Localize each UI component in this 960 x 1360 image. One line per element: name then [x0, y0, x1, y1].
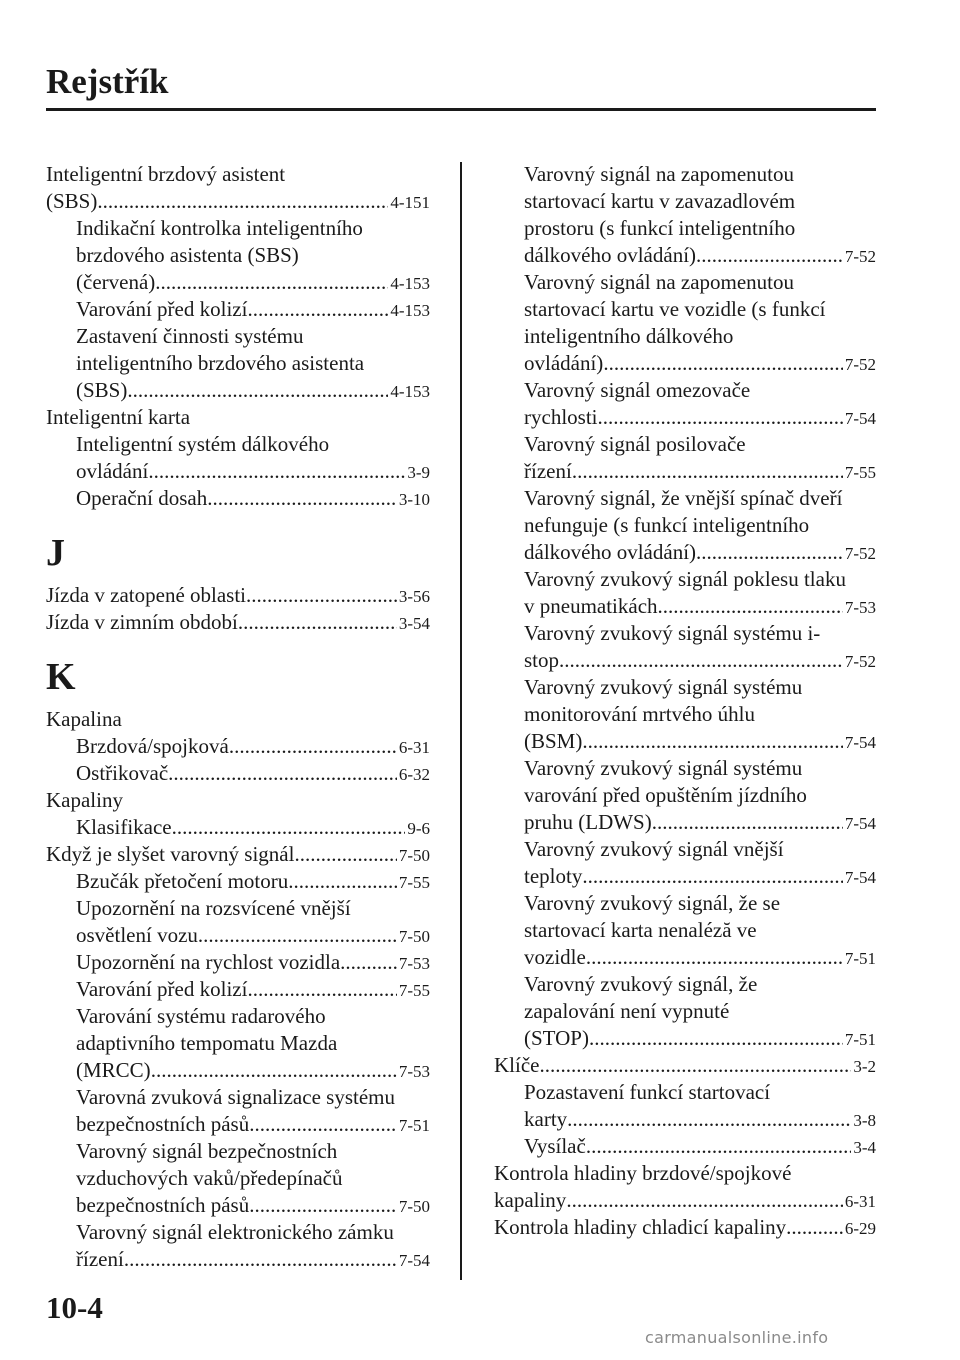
dot-leader	[572, 458, 843, 485]
index-entry-text: Varovný signál bezpečnostních	[76, 1139, 338, 1163]
index-page-ref: 7-55	[398, 873, 430, 892]
index-page-ref: 7-50	[398, 927, 430, 946]
index-entry-text: Pozastavení funkcí startovací	[524, 1080, 771, 1104]
index-entry	[46, 841, 430, 868]
index-entry-text: inteligentního dálkového	[524, 324, 734, 348]
index-entry-text: Varovný signál, že vnější spínač dveří	[524, 486, 843, 510]
index-entry	[494, 458, 876, 485]
dot-leader	[582, 728, 842, 755]
index-entry-text: Varovná zvuková signalizace systému	[76, 1085, 395, 1109]
index-entry	[494, 350, 876, 377]
index-page-ref: 7-54	[844, 814, 876, 833]
index-entry-text: Když je slyšet varovný signál	[46, 842, 295, 866]
index-entry-text: inteligentního brzdového asistenta	[76, 351, 365, 375]
index-entry-text: Varovný signál omezovače	[524, 378, 751, 402]
index-page-ref: 6-32	[398, 765, 430, 784]
index-entry-text: Varovný zvukový signál, že	[524, 972, 758, 996]
index-entry-text: Varovný zvukový signál, že se	[524, 891, 781, 915]
index-page-ref: 7-55	[844, 463, 876, 482]
index-entry-text: Zastavení činnosti systému	[76, 324, 304, 348]
index-entry	[494, 593, 876, 620]
dot-leader	[786, 1214, 843, 1241]
index-entry-text: Varovný signál elektronického zámku	[76, 1220, 394, 1244]
dot-leader	[598, 404, 843, 431]
index-entry-text: Varovný zvukový signál poklesu tlaku	[524, 567, 846, 591]
index-entry-text: nefunguje (s funkcí inteligentního	[524, 513, 810, 537]
page-number: 10-4	[46, 1290, 103, 1325]
index-entry	[46, 582, 430, 609]
index-page-ref: 3-2	[853, 1057, 876, 1076]
index-entry-text: Kapalina	[46, 707, 122, 731]
index-entry-text: (STOP)	[524, 1026, 589, 1050]
index-entry-text: Kapaliny	[46, 788, 123, 812]
index-entry-text: teploty	[524, 864, 583, 888]
dot-leader	[207, 485, 397, 512]
dot-leader	[246, 582, 397, 609]
index-entry-text: ovládání)	[524, 351, 604, 375]
index-entry-text: Ostřikovač	[76, 761, 169, 785]
index-page-ref: 7-55	[398, 981, 430, 1000]
index-page-ref: 4-153	[390, 301, 430, 320]
dot-leader	[652, 809, 843, 836]
dot-leader	[340, 949, 397, 976]
index-entry-text: pruhu (LDWS)	[524, 810, 652, 834]
index-page-ref: 7-52	[844, 544, 876, 563]
index-entry-text: ovládání	[76, 459, 149, 483]
index-page-ref: 7-54	[844, 868, 876, 887]
index-entry-text: prostoru (s funkcí inteligentního	[524, 216, 796, 240]
index-entry-text: Vysílač	[524, 1134, 586, 1158]
watermark: carmanualsonline.info	[645, 1328, 829, 1347]
index-entry-text: Varovný signál posilovače	[524, 432, 746, 456]
dot-leader	[124, 1246, 397, 1273]
dot-leader	[603, 350, 843, 377]
index-entry-text: řízení	[76, 1247, 124, 1271]
dot-leader	[155, 269, 388, 296]
index-entry-text: startovací kartu ve vozidle (s funkcí	[524, 297, 826, 321]
index-page-ref: 7-53	[398, 1062, 430, 1081]
index-page-ref: 6-31	[398, 738, 430, 757]
index-page-ref: 7-52	[844, 355, 876, 374]
index-entry-text: varování před opuštěním jízdního	[524, 783, 807, 807]
dot-leader	[249, 1111, 397, 1138]
index-page-ref: 9-6	[407, 819, 430, 838]
index-entry	[46, 949, 430, 976]
index-entry	[46, 1111, 430, 1138]
index-page-ref: 7-53	[398, 954, 430, 973]
index-page-ref: 7-51	[398, 1116, 430, 1135]
index-page-ref: 3-4	[853, 1138, 876, 1157]
index-entry-text: monitorování mrtvého úhlu	[524, 702, 755, 726]
index-entry	[494, 1133, 876, 1160]
index-entry-text: adaptivního tempomatu Mazda	[76, 1031, 338, 1055]
index-entry-text: Inteligentní brzdový asistent	[46, 162, 286, 186]
page-title: Rejstřík	[46, 62, 169, 101]
index-entry	[494, 1025, 876, 1052]
index-page-ref: 7-50	[398, 1197, 430, 1216]
index-page-ref: 6-29	[844, 1219, 876, 1238]
index-page-ref: 7-51	[844, 949, 876, 968]
dot-leader	[294, 841, 396, 868]
index-entry-text: (BSM)	[524, 729, 583, 753]
index-entry	[494, 809, 876, 836]
index-entry	[46, 760, 430, 787]
index-page-ref: 7-54	[844, 409, 876, 428]
dot-leader	[172, 814, 406, 841]
index-letter-heading: J	[46, 532, 65, 574]
dot-leader	[696, 539, 843, 566]
dot-leader	[559, 647, 843, 674]
index-page-ref: 3-9	[407, 463, 430, 482]
dot-leader	[148, 458, 405, 485]
dot-leader	[127, 377, 388, 404]
dot-leader	[238, 609, 397, 636]
index-page-ref: 3-54	[398, 614, 430, 633]
index-entry	[46, 377, 430, 404]
index-entry-text: bezpečnostních pásů	[76, 1193, 250, 1217]
index-column-left	[46, 161, 430, 1273]
index-entry	[46, 1192, 430, 1219]
index-entry	[494, 647, 876, 674]
column-divider	[460, 162, 462, 1280]
index-entry-text: startovací karta nenaléză ve	[524, 918, 757, 942]
index-entry-text: Klasifikace	[76, 815, 172, 839]
index-entry	[46, 868, 430, 895]
index-entry-text: (MRCC)	[76, 1058, 151, 1082]
dot-leader	[168, 760, 397, 787]
dot-leader	[589, 1025, 843, 1052]
index-entry-text: dálkového ovládání)	[524, 540, 697, 564]
dot-leader	[539, 1052, 851, 1079]
index-entry-text: Indikační kontrolka inteligentního	[76, 216, 363, 240]
dot-leader	[229, 733, 397, 760]
index-entry-text: Varovný zvukový signál systému i-	[524, 621, 821, 645]
index-entry	[494, 944, 876, 971]
index-entry-text: rychlosti	[524, 405, 598, 429]
dot-leader	[249, 1192, 397, 1219]
index-entry	[46, 976, 430, 1003]
index-page-ref: 7-54	[844, 733, 876, 752]
index-page-ref: 4-153	[390, 274, 430, 293]
index-entry	[46, 485, 430, 512]
index-entry	[46, 1246, 430, 1273]
index-entry-text: Varování systému radarového	[76, 1004, 326, 1028]
index-entry-text: Inteligentní systém dálkového	[76, 432, 330, 456]
index-entry-text: Upozornění na rychlost vozidla	[76, 950, 341, 974]
index-page-ref: 7-52	[844, 652, 876, 671]
dot-leader	[582, 863, 843, 890]
dot-leader	[658, 593, 843, 620]
index-entry-text: dálkového ovládání)	[524, 243, 697, 267]
index-entry-text: Kontrola hladiny chladicí kapaliny	[494, 1215, 787, 1239]
index-entry-text: Varovný zvukový signál vnější	[524, 837, 784, 861]
index-entry-text: (SBS)	[76, 378, 128, 402]
index-entry	[46, 296, 430, 323]
index-page-ref: 7-51	[844, 1030, 876, 1049]
index-entry-text: Varovný signál na zapomenutou	[524, 270, 795, 294]
index-page-ref: 7-53	[844, 598, 876, 617]
index-entry-text: Kontrola hladiny brzdové/spojkové	[494, 1161, 792, 1185]
dot-leader	[288, 868, 397, 895]
index-entry-text: vzduchových vaků/předepínačů	[76, 1166, 343, 1190]
index-entry-text: zapalování není vypnuté	[524, 999, 730, 1023]
dot-leader	[97, 188, 388, 215]
index-entry-text: řízení	[524, 459, 572, 483]
index-entry	[494, 539, 876, 566]
index-page-ref: 7-52	[844, 247, 876, 266]
index-entry	[494, 1052, 876, 1079]
index-letter-heading: K	[46, 656, 76, 698]
index-entry-text: Bzučák přetočení motoru	[76, 869, 289, 893]
index-entry-text: Klíče	[494, 1053, 540, 1077]
index-entry-text: bezpečnostních pásů	[76, 1112, 250, 1136]
index-entry-text: brzdového asistenta (SBS)	[76, 243, 299, 267]
index-entry-text: Operační dosah	[76, 486, 208, 510]
index-page-ref: 4-153	[390, 382, 430, 401]
index-page-ref: 7-54	[398, 1251, 430, 1270]
index-entry-text: (červená)	[76, 270, 156, 294]
index-entry	[494, 404, 876, 431]
index-entry-text: Varovný signál na zapomenutou	[524, 162, 795, 186]
index-entry	[494, 242, 876, 269]
header-rule	[46, 108, 876, 111]
index-entry	[46, 458, 430, 485]
index-entry-text: Jízda v zatopené oblasti	[46, 583, 247, 607]
index-entry-text: osvětlení vozu	[76, 923, 198, 947]
index-entry	[46, 1057, 430, 1084]
index-entry-text: Varování před kolizí	[76, 977, 248, 1001]
dot-leader	[247, 296, 388, 323]
index-entry	[46, 922, 430, 949]
dot-leader	[566, 1187, 843, 1214]
index-entry-text: Varovný zvukový signál systému	[524, 756, 803, 780]
index-page-ref: 7-50	[398, 846, 430, 865]
dot-leader	[586, 1133, 852, 1160]
index-entry	[46, 733, 430, 760]
dot-leader	[586, 944, 843, 971]
index-page-ref: 3-8	[853, 1111, 876, 1130]
index-column-right	[494, 161, 876, 1241]
index-entry-text: kapaliny	[494, 1188, 567, 1212]
index-page-ref: 3-56	[398, 587, 430, 606]
index-entry	[46, 188, 430, 215]
index-entry	[46, 269, 430, 296]
dot-leader	[151, 1057, 397, 1084]
index-entry	[494, 728, 876, 755]
index-entry	[494, 1214, 876, 1241]
index-entry-text: Varovný zvukový signál systému	[524, 675, 803, 699]
index-entry-text: Varování před kolizí	[76, 297, 248, 321]
dot-leader	[247, 976, 396, 1003]
dot-leader	[567, 1106, 851, 1133]
index-entry-text: stop	[524, 648, 560, 672]
index-entry	[494, 1106, 876, 1133]
index-entry	[494, 1187, 876, 1214]
index-entry-text: startovací kartu v zavazadlovém	[524, 189, 796, 213]
index-entry-text: Brzdová/spojková	[76, 734, 229, 758]
index-entry-text: vozidle	[524, 945, 586, 969]
dot-leader	[198, 922, 397, 949]
index-entry-text: Upozornění na rozsvícené vnější	[76, 896, 351, 920]
index-entry	[494, 863, 876, 890]
index-entry-text: v pneumatikách	[524, 594, 658, 618]
index-entry-text: (SBS)	[46, 189, 98, 213]
index-page-ref: 4-151	[390, 193, 430, 212]
dot-leader	[696, 242, 843, 269]
index-entry	[46, 814, 430, 841]
index-page-ref: 6-31	[844, 1192, 876, 1211]
index-entry-text: Inteligentní karta	[46, 405, 191, 429]
index-entry	[46, 609, 430, 636]
index-page-ref: 3-10	[398, 490, 430, 509]
index-entry-text: karty	[524, 1107, 568, 1131]
index-entry-text: Jízda v zimním období	[46, 610, 238, 634]
